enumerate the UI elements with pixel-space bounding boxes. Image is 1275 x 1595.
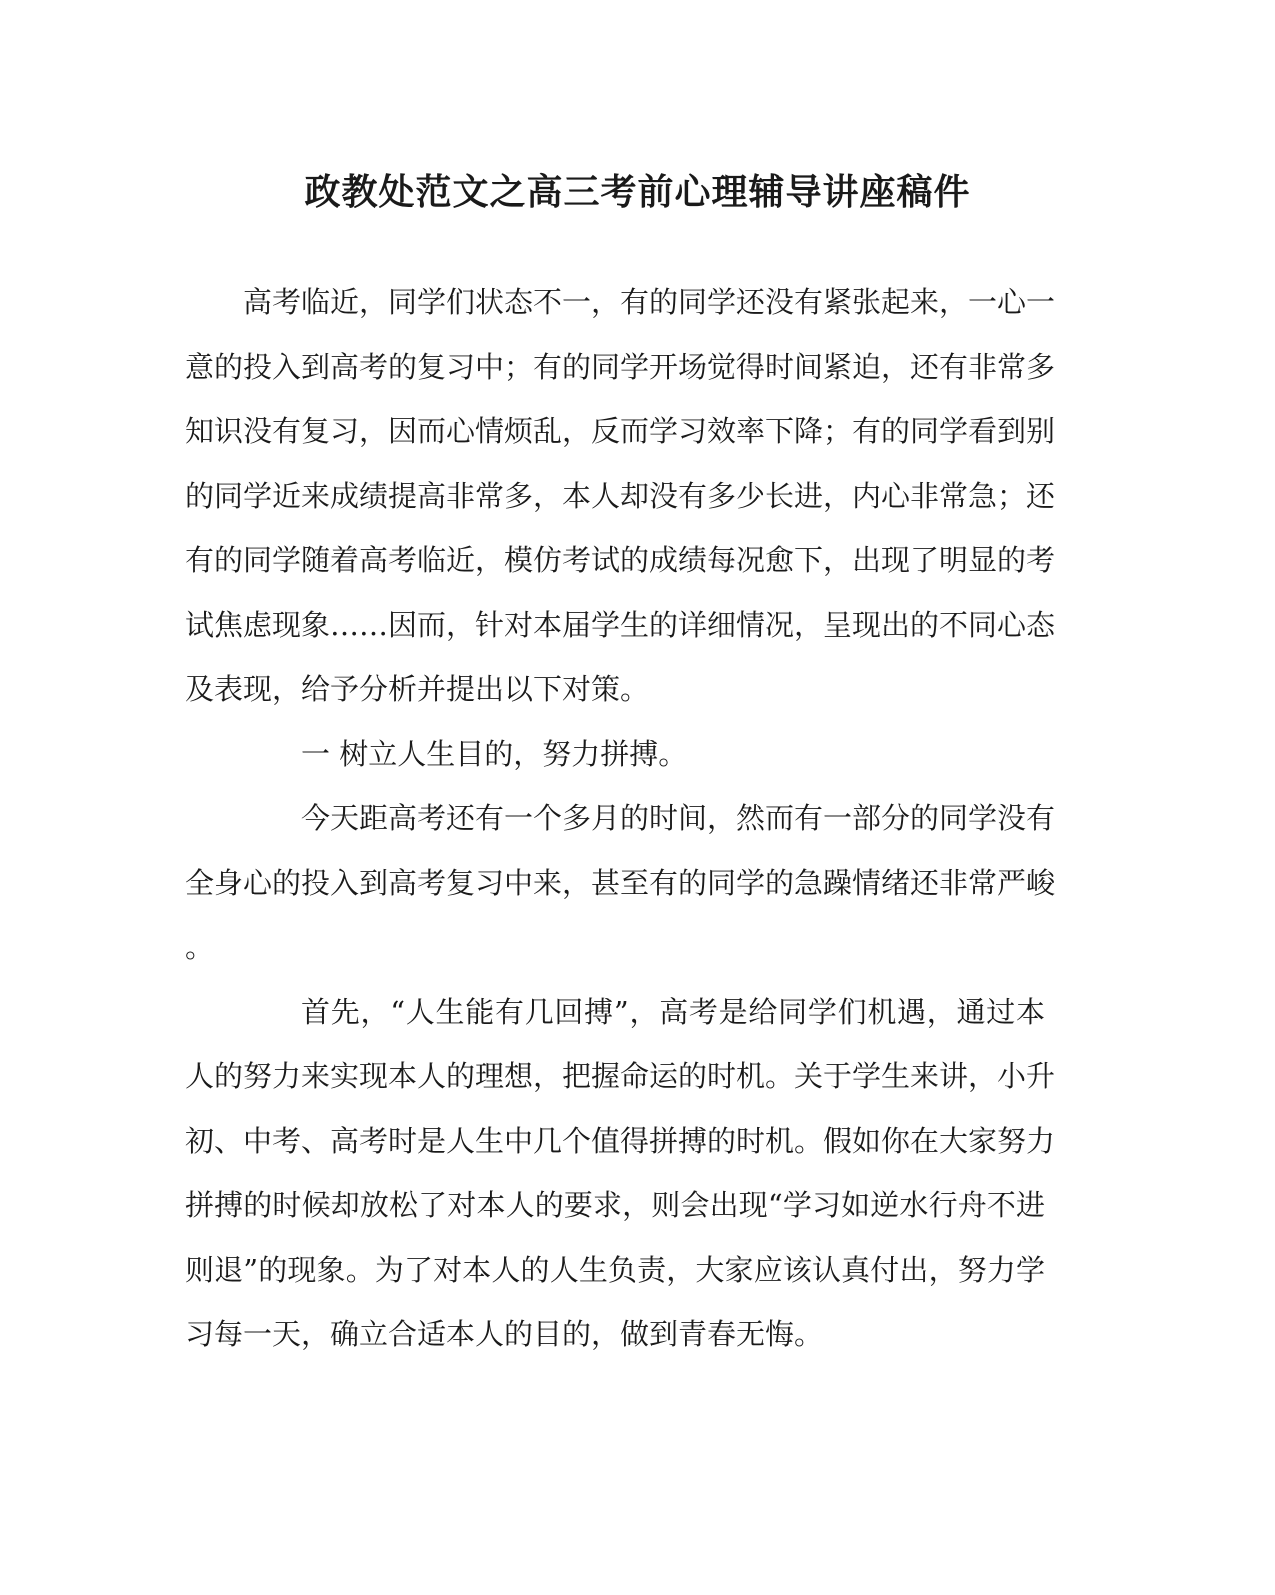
paragraph-line: 及表现，给予分析并提出以下对策。 (185, 672, 650, 706)
paragraph-line: 拼搏的时候却放松了对本人的要求，则会出现“学习如逆水行舟不进 (185, 1188, 1045, 1222)
document-title: 政教处范文之高三考前心理辅导讲座稿件 (304, 171, 971, 213)
paragraph-line: 试焦虑现象……因而，针对本届学生的详细情况，呈现出的不同心态 (185, 607, 1056, 642)
paragraph-line: 。 (185, 930, 215, 964)
paragraph-line: 全身心的投入到高考复习中来，甚至有的同学的急躁情绪还非常严峻 (185, 865, 1056, 900)
paragraph-line: 则退”的现象。为了对本人的人生负责，大家应该认真付出，努力学 (185, 1252, 1045, 1287)
paragraph-line: 意的投入到高考的复习中；有的同学开场觉得时间紧迫，还有非常多 (185, 349, 1056, 384)
paragraph-line: 高考临近，同学们状态不一，有的同学还没有紧张起来，一心一 (243, 285, 1056, 319)
paragraph-line: 的同学近来成绩提高非常多，本人却没有多少长进，内心非常急；还 (185, 478, 1056, 513)
paragraph-line: 习每一天，确立合适本人的目的，做到青春无悔。 (185, 1317, 824, 1351)
paragraph-line: 知识没有复习，因而心情烦乱，反而学习效率下降；有的同学看到别 (185, 414, 1056, 448)
paragraph-line: 有的同学随着高考临近，模仿考试的成绩每况愈下，出现了明显的考 (185, 543, 1056, 577)
section-heading: 一 树立人生目的，努力拼搏。 (301, 736, 688, 771)
document-body (185, 278, 1056, 1375)
paragraph-line: 首先，“人生能有几回搏”，高考是给同学们机遇，通过本 (301, 994, 1045, 1029)
paragraph-line: 初、中考、高考时是人生中几个值得拼搏的时机。假如你在大家努力 (185, 1123, 1056, 1158)
paragraph-line: 今天距高考还有一个多月的时间，然而有一部分的同学没有 (301, 801, 1056, 835)
paragraph-line: 人的努力来实现本人的理想，把握命运的时机。关于学生来讲，小升 (185, 1059, 1056, 1093)
